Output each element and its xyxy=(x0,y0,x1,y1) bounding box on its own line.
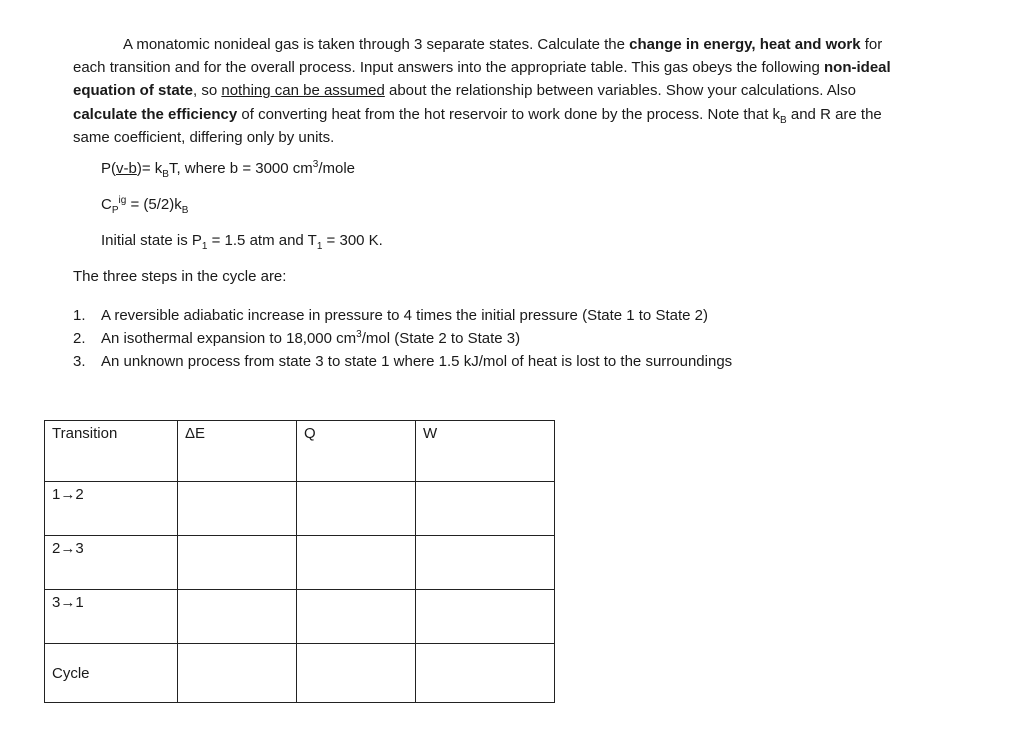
answer-cell[interactable] xyxy=(297,482,416,536)
heat-capacity: $C_P^{ig} = (5/2)k_B$ xyxy=(101,195,189,216)
table-row xyxy=(45,536,555,590)
header-delta-e: ΔE xyxy=(178,421,297,482)
problem-statement xyxy=(73,33,903,149)
steps-intro: The three steps in the cycle are: xyxy=(73,268,287,285)
answer-cell[interactable] xyxy=(297,536,416,590)
row-label: 2→3 xyxy=(45,536,178,590)
answer-cell[interactable] xyxy=(178,536,297,590)
initial-state: Initial state is $P_1 = 1.5$ atm and $T_1 = 300$ K. xyxy=(101,232,383,252)
header-w: W xyxy=(416,421,555,482)
answer-cell[interactable] xyxy=(416,536,555,590)
answer-cell[interactable] xyxy=(416,590,555,644)
problem-text: A monatomic nonideal gas is taken through 3 separate states. Calculate the change in energy, heat and work for each transition and for the overall process. Input answers into the appropriate table. This gas obeys the following non-ideal equation of state, so nothing can be assumed about the relationship between variables. Show your calculations. Also calculate the efficiency of converting heat from the hot reservoir to work done by the process. Note that $k_B$ and R are the same coefficient, differing only by units. xyxy=(73,36,891,146)
answer-cell[interactable] xyxy=(416,644,555,703)
list-item: 1. A reversible adiabatic increase in pressure to 4 times the initial pressure (State 1 to State 2) xyxy=(73,307,708,324)
table-row xyxy=(45,644,555,703)
steps-list xyxy=(73,304,732,373)
header-transition: Transition xyxy=(45,421,178,482)
row-label: 3→1 xyxy=(45,590,178,644)
table-header-row xyxy=(45,421,555,482)
answer-cell[interactable] xyxy=(297,644,416,703)
answer-cell[interactable] xyxy=(178,644,297,703)
answer-table xyxy=(44,420,555,703)
table-row xyxy=(45,482,555,536)
list-item: 2. An isothermal expansion to 18,000 $cm^3$/mol (State 2 to State 3) xyxy=(73,329,521,347)
answer-cell[interactable] xyxy=(178,590,297,644)
answer-cell[interactable] xyxy=(178,482,297,536)
equation-of-state: $P(v-b)= k_BT$, where b = 3000 $cm^3$/mole xyxy=(101,159,356,180)
row-label: Cycle xyxy=(45,644,178,703)
row-label: 1→2 xyxy=(45,482,178,536)
answer-cell[interactable] xyxy=(416,482,555,536)
list-item: 3. An unknown process from state 3 to state 1 where 1.5 kJ/mol of heat is lost to the surroundings xyxy=(73,353,733,370)
table-row xyxy=(45,590,555,644)
header-q: Q xyxy=(297,421,416,482)
answer-cell[interactable] xyxy=(297,590,416,644)
